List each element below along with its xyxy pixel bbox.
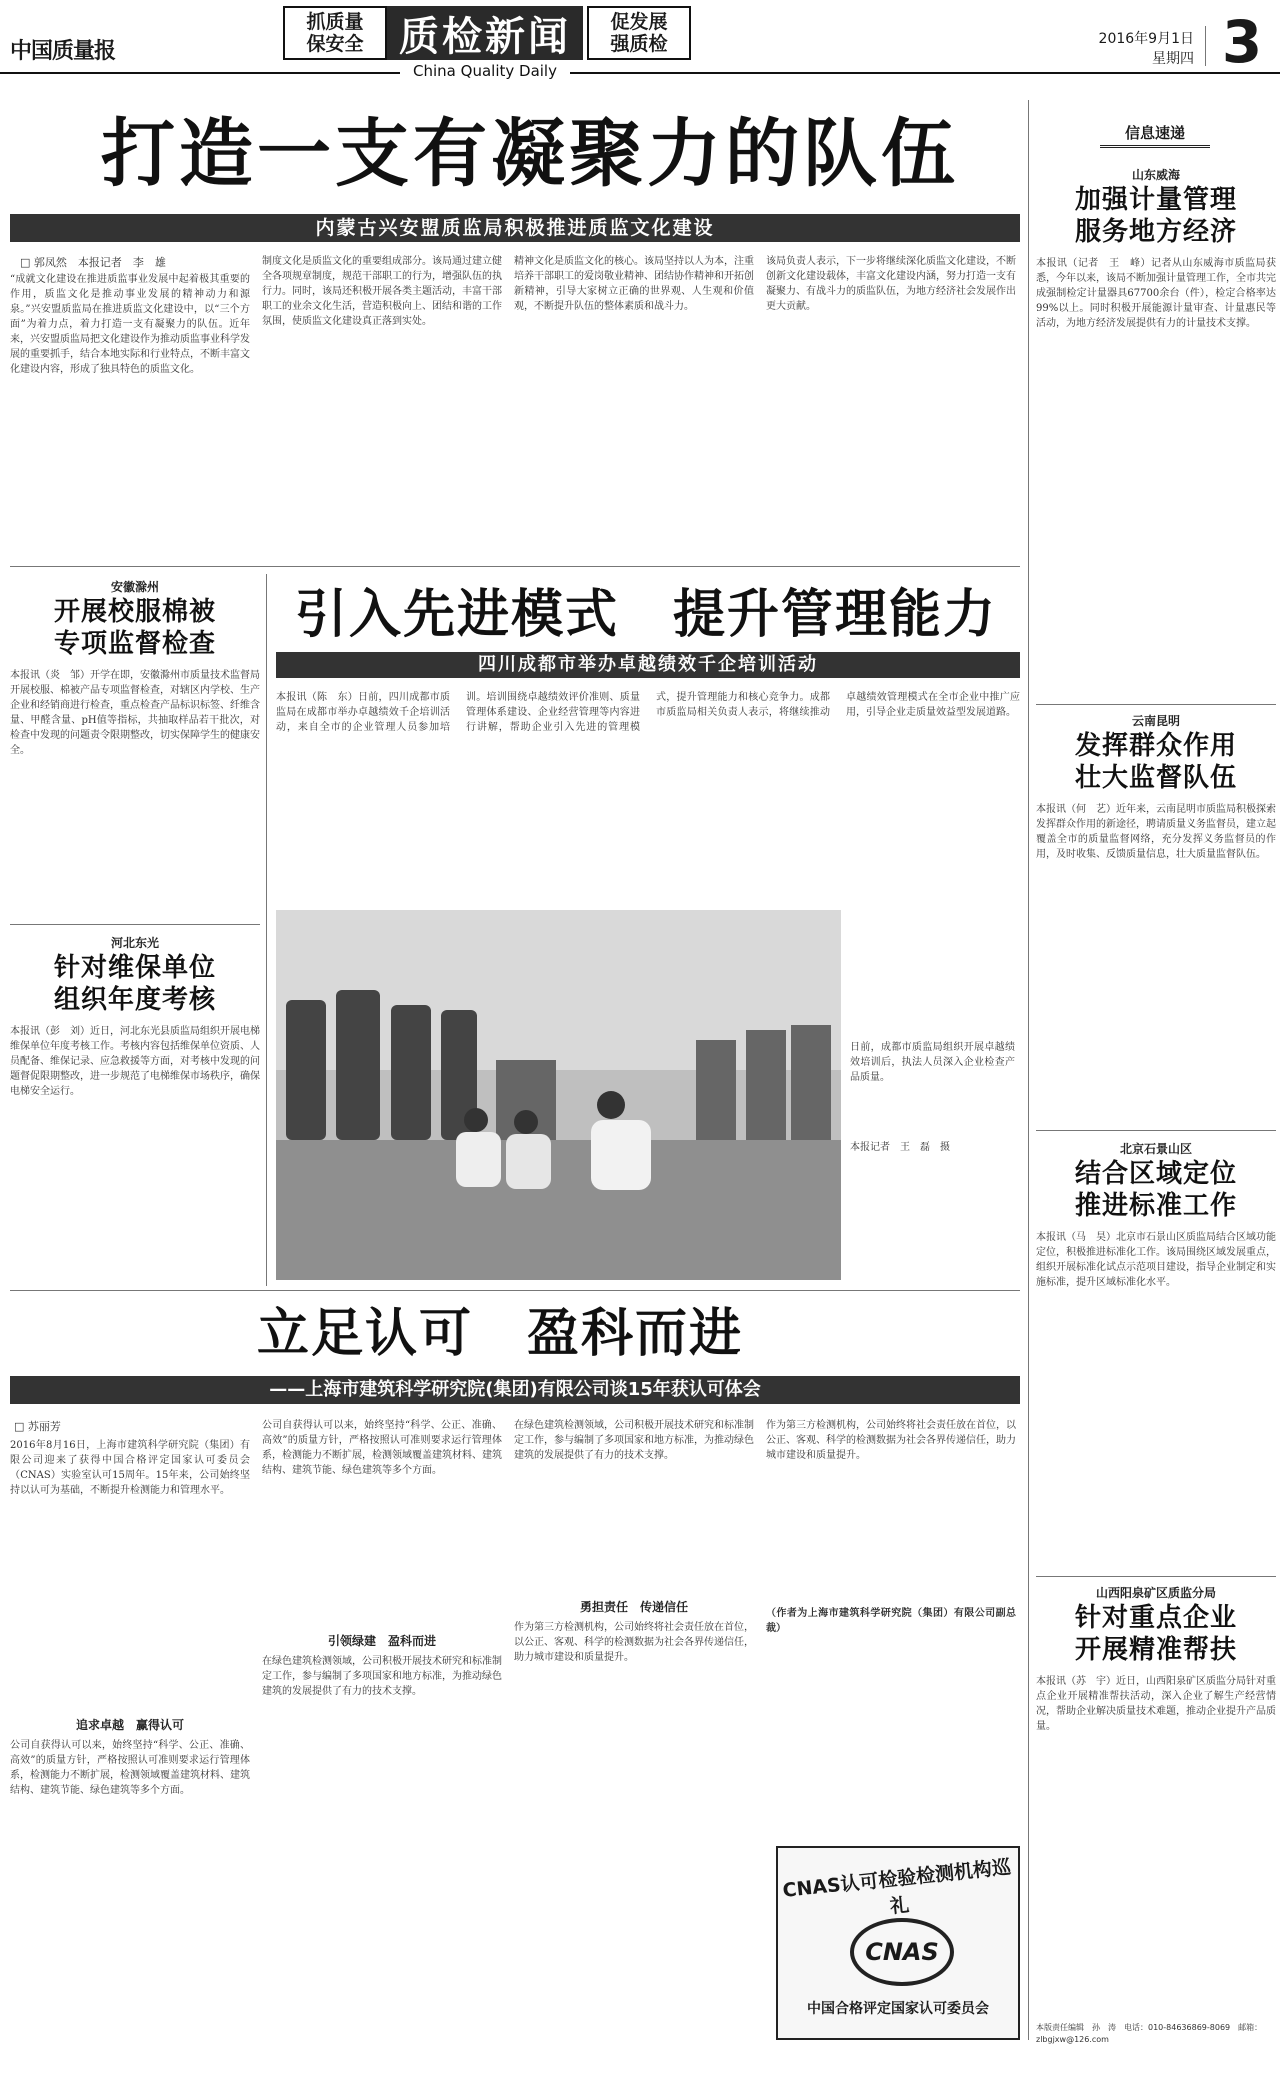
brief-headline-line-1: 针对重点企业 (1074, 1603, 1237, 1633)
bottom-section-head-1: 追求卓越 赢得认可 (75, 1718, 184, 1732)
center-subhead: 四川成都市举办卓越绩效千企培训活动 (276, 652, 1020, 678)
cnas-organization: 中国合格评定国家认可委员会 (807, 2001, 989, 2017)
bottom-text-col-3b: 作为第三方检测机构，公司始终将社会责任放在首位，以公正、客观、科学的检测数据为社会各界传递信任，助力城市建设和质量提升。 (514, 1622, 754, 1663)
bottom-text-col-1b: 公司自获得认可以来，始终坚持“科学、公正、准确、高效”的质量方针，严格按照认可准则要求运行管理体系，检测能力不断扩展，检测领域覆盖建筑材料、建筑结构、建筑节能、绿色建筑等多个方面。 (10, 1740, 250, 1796)
bottom-headline: 立足认可 盈科而进 (256, 1303, 743, 1364)
brief-text: 本报讯（记者 王 峰）记者从山东威海市质监局获悉，今年以来，该局不断加强计量管理工作，全市共完成强制检定计量器具67700余台（件），检定合格率达99%以上。同时积极开展能源计量审查、计量惠民等活动，为地方经济发展提供有力的计量技术支撑。 (1036, 258, 1276, 329)
issue-date: 2016年9月1日 (1098, 31, 1194, 47)
cnas-feature-title: CNAS认可检验检测机构巡礼 (781, 1856, 1012, 1918)
lead-text-col-2: 制度文化是质监文化的重要组成部分。该局通过建立健全各项规章制度，规范干部职工的行为，增强队伍的执行力。同时，该局还积极开展各类主题活动，丰富干部职工的业余文化生活，营造积极向上、团结和谐的工作氛围，使质监文化建设真正落到实处。 (262, 256, 502, 327)
cnas-logo-text: CNAS (865, 1938, 939, 1966)
bottom-text-col-2: 公司自获得认可以来，始终坚持“科学、公正、准确、高效”的质量方针，严格按照认可准则要求运行管理体系，检测能力不断扩展，检测领域覆盖建筑材料、建筑结构、建筑节能、绿色建筑等多个方面。 (262, 1420, 502, 1476)
masthead-right-box (587, 6, 691, 60)
lead-bottom-rule (10, 566, 1020, 567)
brief-headline-line-2: 推进标准工作 (1074, 1191, 1237, 1221)
newspaper-logo: 中国质量报 (10, 38, 116, 64)
brief-headline-line-1: 针对维保单位 (53, 953, 216, 983)
center-photo (276, 910, 841, 1280)
right-section-label: 信息速递 (1100, 122, 1210, 148)
english-title: China Quality Daily (413, 62, 557, 80)
lead-subhead: 内蒙古兴安盟质监局积极推进质监文化建设 (10, 214, 1020, 242)
masthead-left-box (283, 6, 387, 60)
left-box-line-2: 保安全 (306, 33, 364, 55)
center-text: 本报讯（陈 东）日前，四川成都市质监局在成都市举办卓越绩效千企培训活动，来自全市的企业管理人员参加培训。培训围绕卓越绩效评价准则、质量管理体系建设、企业经营管理等内容进行讲解，帮助企业引入先进的管理模式，提升管理能力和核心竞争力。成都市质监局相关负责人表示，将继续推动卓越绩效管理模式在全市企业中推广应用，引导企业走质量效益型发展道路。 (276, 692, 1020, 733)
brief-text: 本报讯（苏 宇）近日，山西阳泉矿区质监分局针对重点企业开展精准帮扶活动，深入企业了解生产经营情况，帮助企业解决质量技术难题，推动企业提升产品质量。 (1036, 1676, 1276, 1732)
center-headline: 引入先进模式 提升管理能力 (294, 584, 997, 645)
lead-text-col-4: 该局负责人表示，下一步将继续深化质监文化建设，不断创新文化建设载体，丰富文化建设内涵，努力打造一支有凝聚力、有战斗力的质监队伍，为地方经济社会发展作出更大贡献。 (766, 256, 1016, 312)
cnas-feature-box (776, 1846, 1020, 2040)
masthead-rule-left (0, 72, 400, 74)
brief-kicker: 安徽滁州 (110, 580, 159, 594)
photo-caption: 日前，成都市质监局组织开展卓越绩效培训后，执法人员深入企业检查产品质量。 (850, 1042, 1015, 1083)
right-divider-2 (1036, 1130, 1276, 1131)
page-footer: 本版责任编辑 孙 涛 电话：010-84636869-8069 邮箱：zlbgjxw@126.com (1036, 2023, 1263, 2044)
brief-headline-line-1: 加强计量管理 (1074, 185, 1237, 215)
brief-headline-line-2: 专项监督检查 (53, 629, 216, 659)
bottom-section-head-3: 勇担责任 传递信任 (579, 1600, 688, 1614)
bottom-text-col-4: 作为第三方检测机构，公司始终将社会责任放在首位，以公正、客观、科学的检测数据为社会各界传递信任，助力城市建设和质量提升。 (766, 1420, 1016, 1461)
bottom-text-col-1: 2016年8月16日，上海市建筑科学研究院（集团）有限公司迎来了获得中国合格评定国家认可委员会（CNAS）实验室认可15周年。15年来，公司始终坚持以认可为基础，不断提升检测能力和管理水平。 (10, 1440, 250, 1496)
brief-kicker: 北京石景山区 (1119, 1142, 1192, 1156)
lead-text-col-3: 精神文化是质监文化的核心。该局坚持以人为本，注重培养干部职工的爱岗敬业精神、团结协作精神和开拓创新精神，引导大家树立正确的世界观、人生观和价值观，不断提升队伍的整体素质和战斗力。 (514, 256, 754, 312)
bottom-top-rule (10, 1290, 1020, 1291)
bottom-author-note: （作者为上海市建筑科学研究院（集团）有限公司副总裁） (766, 1608, 1016, 1634)
brief-text: 本报讯（彭 刘）近日，河北东光县质监局组织开展电梯维保单位年度考核工作。考核内容包括维保单位资质、人员配备、维保记录、应急救援等方面，对考核中发现的问题督促限期整改，进一步规范了电梯维保市场秩序，确保电梯安全运行。 (10, 1026, 260, 1097)
brief-kicker: 云南昆明 (1131, 714, 1180, 728)
brief-kicker: 山东威海 (1131, 168, 1180, 182)
photo-illustration (276, 910, 841, 1280)
brief-headline-line-1: 开展校服棉被 (53, 597, 216, 627)
right-column-rule (1028, 100, 1029, 2040)
left-brief-divider (10, 924, 260, 925)
date-divider (1205, 26, 1206, 66)
right-box-line-2: 强质检 (610, 33, 668, 55)
issue-weekday: 星期四 (1152, 51, 1194, 67)
left-box-line-1: 抓质量 (306, 11, 364, 33)
bottom-text-col-2b: 在绿色建筑检测领域，公司积极开展技术研究和标准制定工作，参与编制了多项国家和地方标准，为推动绿色建筑的发展提供了有力的技术支撑。 (262, 1656, 502, 1697)
brief-headline-line-2: 组织年度考核 (53, 985, 216, 1015)
masthead-rule-right (570, 72, 1280, 74)
brief-headline-line-1: 发挥群众作用 (1074, 731, 1237, 761)
brief-kicker: 山西阳泉矿区质监分局 (1095, 1586, 1216, 1600)
bottom-subhead: ——上海市建筑科学研究院(集团)有限公司谈15年获认可体会 (10, 1376, 1020, 1404)
lead-text-col-1: “成就文化建设在推进质监事业发展中起着极其重要的作用，质监文化是推动事业发展的精神动力和源泉。”兴安盟质监局在推进质监文化建设中，以“三个方面”为着力点，着力打造一支有凝聚力的队伍。近年来，兴安盟质监局把文化建设作为推动质监事业科学发展的重要抓手，结合本地实际和行业特点，不断丰富文化建设内容，形成了独具特色的质监文化。 (10, 274, 250, 375)
brief-text: 本报讯（何 艺）近年来，云南昆明市质监局积极探索发挥群众作用的新途径，聘请质量义务监督员，建立起覆盖全市的质量监督网络，充分发挥义务监督员的作用，及时收集、反馈质量信息，壮大质量监督队伍。 (1036, 804, 1276, 860)
page-number: 3 (1221, 8, 1263, 76)
brief-kicker: 河北东光 (110, 936, 159, 950)
brief-headline-line-2: 壮大监督队伍 (1074, 763, 1237, 793)
bottom-section-head-2: 引领绿建 盈科而进 (327, 1634, 436, 1648)
lead-headline: 打造一支有凝聚力的队伍 (101, 111, 959, 197)
photo-credit: 本报记者 王 磊 摄 (850, 1142, 950, 1153)
brief-headline-line-2: 服务地方经济 (1074, 217, 1237, 247)
bottom-text-col-3: 在绿色建筑检测领域，公司积极开展技术研究和标准制定工作，参与编制了多项国家和地方标准，为推动绿色建筑的发展提供了有力的技术支撑。 (514, 1420, 754, 1461)
right-box-line-1: 促发展 (610, 11, 668, 33)
brief-text: 本报讯（炎 邹）开学在即，安徽滁州市质量技术监督局开展校服、棉被产品专项监督检查，对辖区内学校、生产企业和经销商进行检查，重点检查产品标识标签、纤维含量、甲醛含量、pH值等指标，共抽取样品若干批次，对检查中发现的问题责令限期整改，切实保障学生的健康安全。 (10, 670, 260, 756)
lead-byline: □ 郭凤然 本报记者 李 雄 (20, 256, 166, 269)
brief-headline-line-1: 结合区域定位 (1074, 1159, 1237, 1189)
brief-text: 本报讯（马 昊）北京市石景山区质监局结合区域功能定位，积极推进标准化工作。该局围绕区域发展重点，组织开展标准化试点示范项目建设，指导企业制定和实施标准，提升区域标准化水平。 (1036, 1232, 1276, 1288)
section-title-banner (387, 6, 583, 60)
right-divider-3 (1036, 1576, 1276, 1577)
bottom-byline: □ 苏丽芳 (14, 1420, 61, 1433)
cnas-logo (850, 1918, 954, 1986)
section-title: 质检新闻 (399, 12, 571, 60)
brief-headline-line-2: 开展精准帮扶 (1074, 1635, 1237, 1665)
right-divider-1 (1036, 704, 1276, 705)
left-column-rule (266, 574, 267, 1286)
